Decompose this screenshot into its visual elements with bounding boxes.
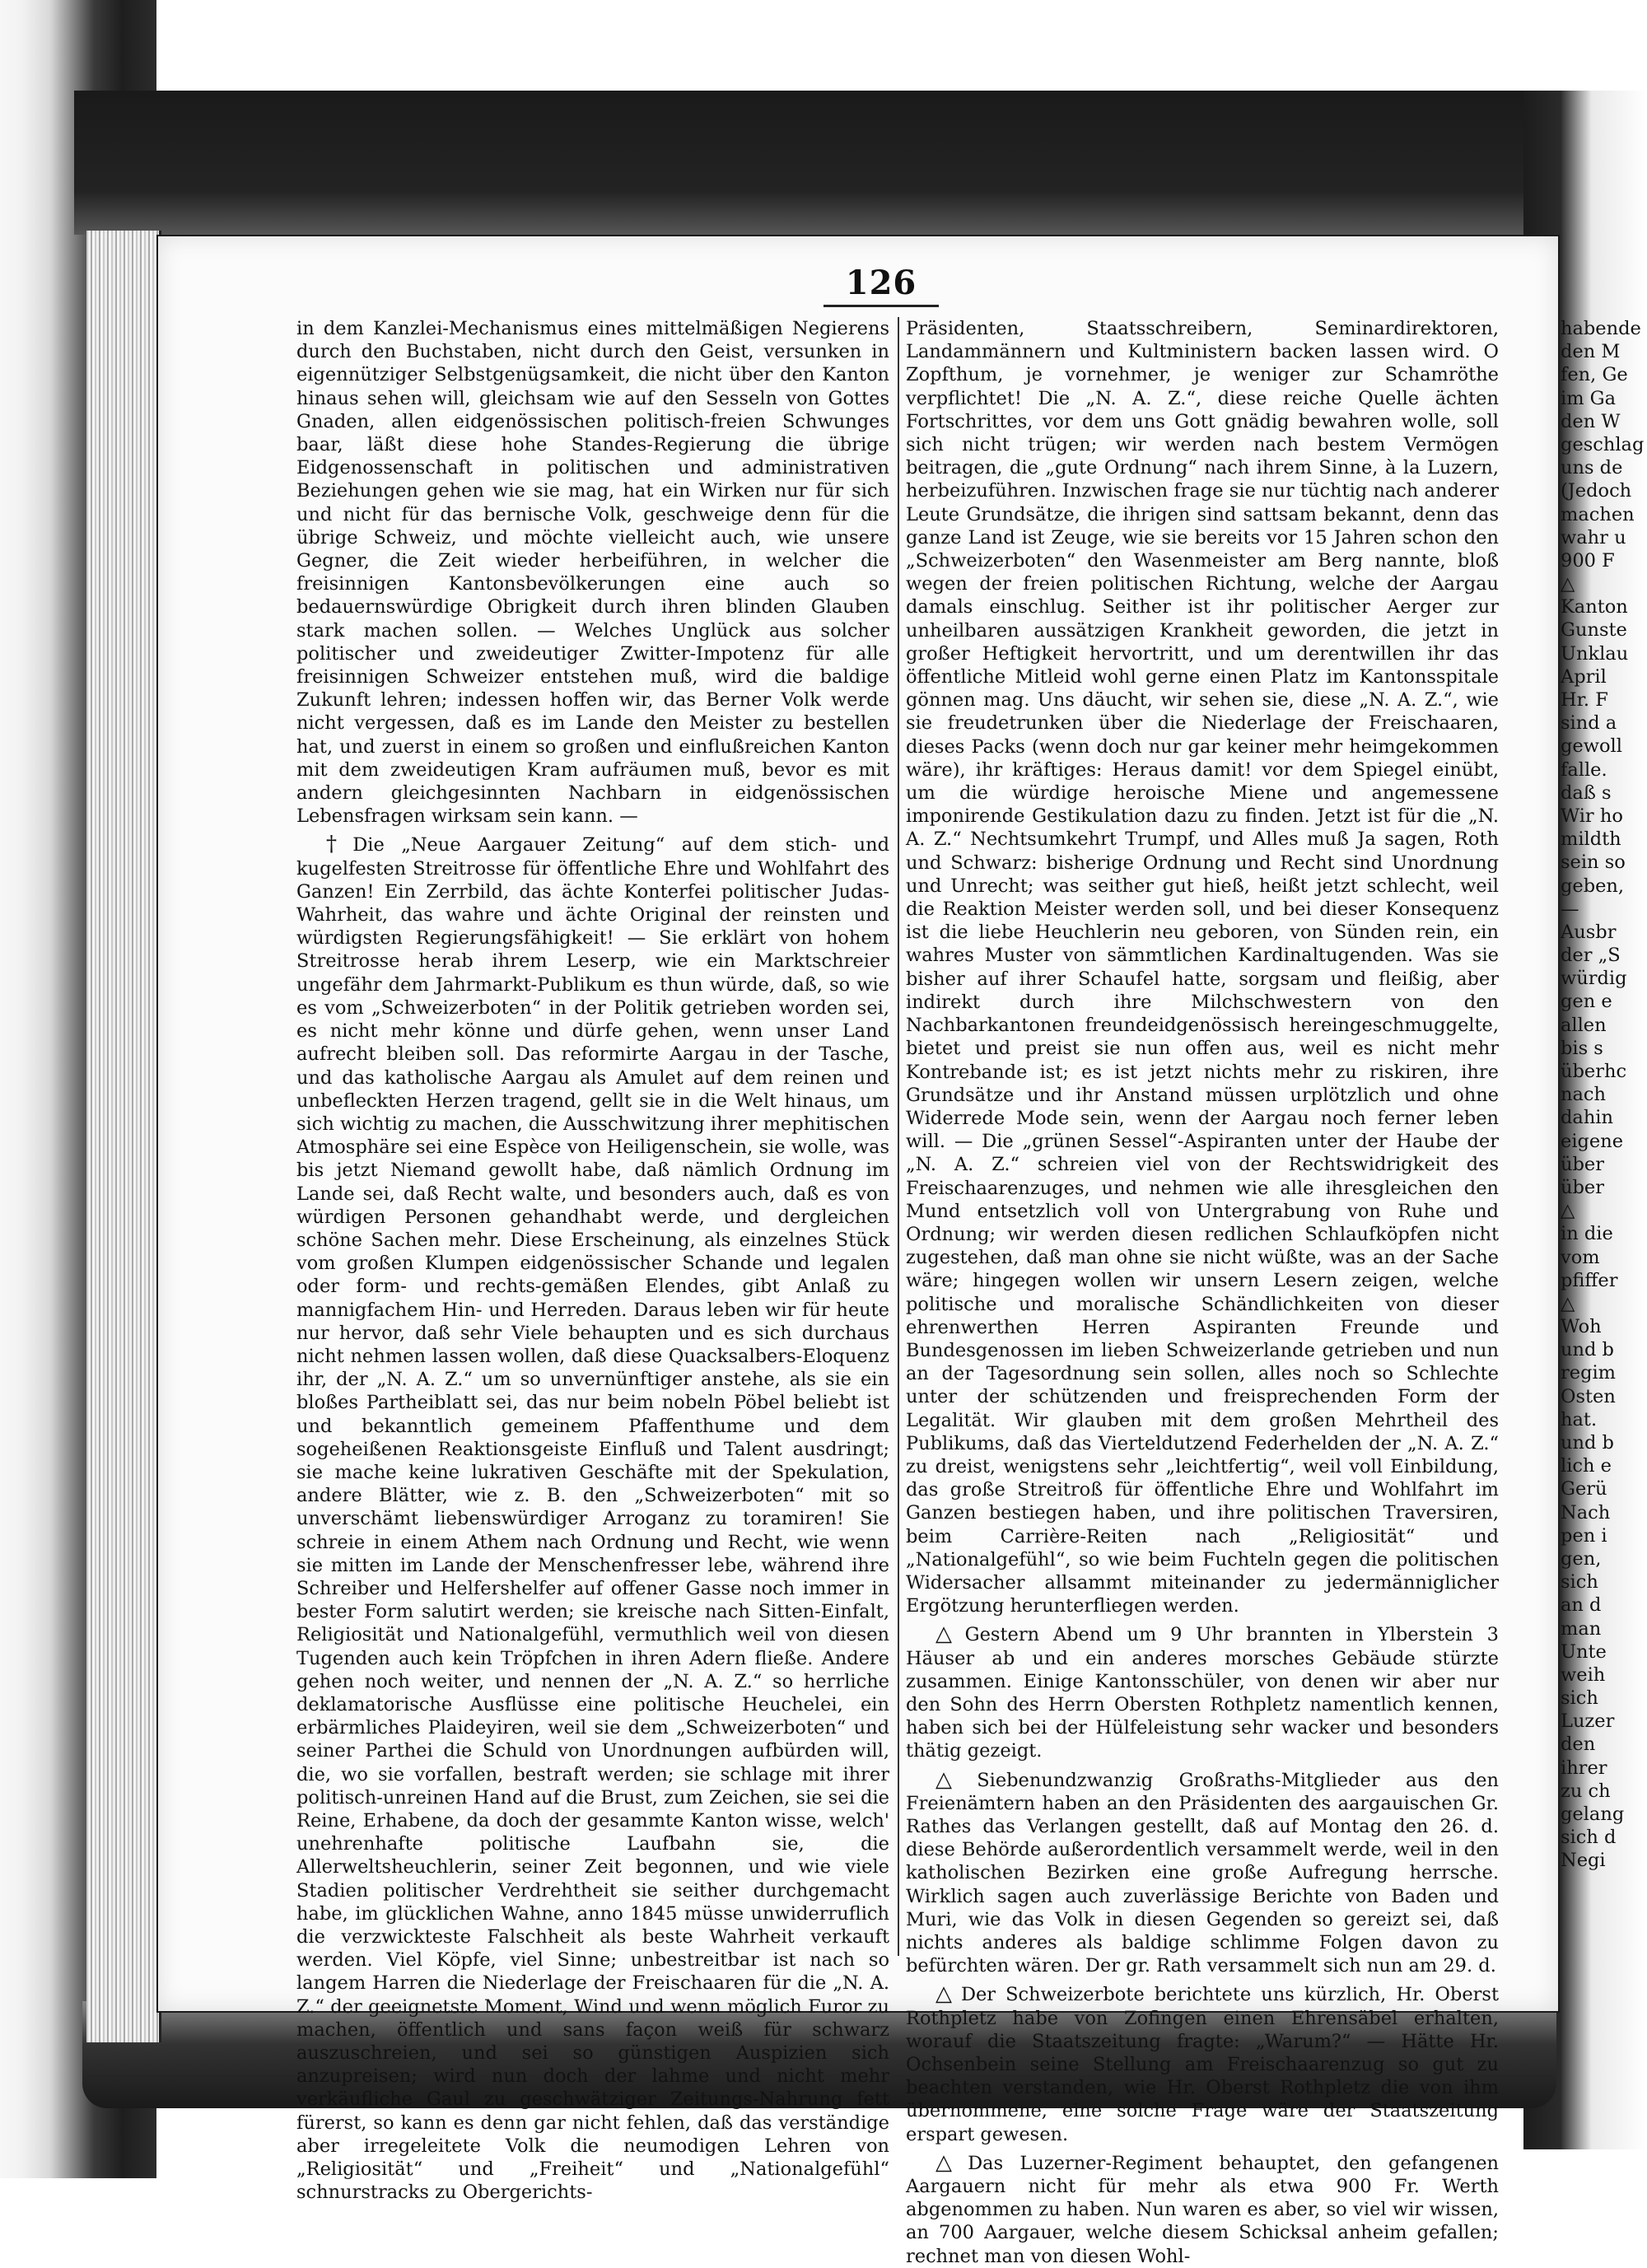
fragment-line: Unklau [1561, 642, 1629, 665]
fragment-line: sind a [1561, 712, 1617, 735]
fragment-line: eigene [1561, 1130, 1624, 1152]
fragment-line: Negi [1561, 1850, 1606, 1872]
fragment-line: machen [1561, 503, 1635, 525]
triangle-marker: △ [935, 2149, 963, 2175]
fragment-line: wahr u [1561, 526, 1626, 548]
fragment-line: daß s [1561, 782, 1612, 804]
article-paragraph: † Die „Neue Aargauer Zeitung“ auf dem stich- und kugelfesten Streitrosse für öffentliche Ehre und Wohlfahrt des Ganzen! Ein Zerrbild, das ächte Konterfei politischer Judas-Wahrheit, das wahre und ächte Original der reinsten und würdigsten Regierungsfähigkeit! — Sie erklärt von hohem Streitrosse herab ihrem Leserp, wie ein Marktschreier ungefähr dem Jahrmarkt-Publikum es thun würde, daß, so wie es vom „Schweizerboten“ in der Politik getrieben worden sei, es nicht mehr könne und dürfe gehen, wenn unser Land aufrecht bleiben soll. Das reformirte Aargau in der Tasche, und das katholische Aargau als Amulet auf dem reinen und unbefleckten Herzen tragend, gellt sie in die Welt hinaus, um sich wichtig zu machen, die Ausschwitzung ihrer mephitischen Atmosphäre sei eine Espèce von Heiligenschein, sie wolle, was bis jetzt Niemand gewollt habe, daß nämlich Ordnung im Lande sei, daß Recht walte, und besonders auch, daß es von würdigen Personen gehandhabt werde, und dergleichen schöne Sachen mehr. Diese Erscheinung, als einzelnes Stück vom großen Klumpen eidgenössischer Schande und legalen oder form- und rechts-gemäßen Elendes, gibt Anlaß zu mannigfachem Hin- und Herreden. Daraus leben wir für heute nur hervor, daß sehr Viele behaupten und es sich durchaus nicht nehmen lassen wollen, daß diese Quacksalbers-Eloquenz ihr, der „N. A. Z.“ um so unvernünftiger anstehe, als sie ein bloßes Partheiblatt sei, das nur beim nobeln Pöbel beliebt ist und bekanntlich gemeinem Pfaffenthume und dem sogeheißenen Reaktionsgeiste Einfluß und Talent ausdringt; sie mache keine lukrativen Geschäfte mit der Spekulation, andere Blätter, wie z. B. den „Schweizerboten“ mit so unverschämt liebenswürdiger Arroganz zu toramiren! Sie schreie in einem Athem nach Ordnung und Recht, wie wenn sie mitten im Lande der Menschenfresser lebe, während ihre Schreiber und Helfershelfer auf offener Gasse noch immer in bester Form salutirt werden; sie kreische nach Sitten-Einfalt, Religiosität und Nationalgefühl, vermuthlich weil von diesen Tugenden auch kein Tröpfchen in ihren Adern fließe. Andere gehen noch weiter, und nennen der „N. A. Z.“ so herrliche deklamatorische Ausflüsse eine politische Heuchelei, ein erbärmliches Plaideyiren, weil sie dem „Schweizerboten“ und seiner Parthei die Schuld von Unordnungen aufbürden will, die, wo sie vorfallen, bestraft werden; sie schlage mit ihrer politisch-unreinen Hand auf die Brust, zum Zeichen, sie sei die Reine, Erhabene, da doch der gesammte Kanton wisse, welch' unehrenhafte politische Laufbahn sie, die Allerweltsheuchlerin, seiner Zeit begonnen, und wie viele Stadien politischer Verdrehtheit sie seither durchgemacht habe, im glücklichen Wahne, anno 1845 müsse unwiderruflich die verzwickteste Falschheit als beste Wahrheit verkauft werden. Viel Köpfe, viel Sinne; unbestreitbar ist nach so langem Harren die Niederlage der Freischaaren für die „N. A. Z.“ der geeignetste Moment, Wind und wenn möglich Furor zu machen, öffentlich und sans façon weiß für schwarz auszuschreien, und sei so günstigen Auspizien sich anzupreisen; wird nun doch der lahme und nicht mehr verkäufliche Gaul zu geschwätziger Zeitungs-Nahrung fett fürerst, so kann es denn gar nicht fehlen, daß das verständige aber irregeleitete Volk die neumodigen Lehren von „Religiosität“ und „Freiheit“ und „Nationalgefühl“ schnurstracks zu Obergerichts- [296, 832, 890, 2204]
fragment-line: vom [1561, 1246, 1600, 1268]
fragment-line: gelang [1561, 1804, 1625, 1825]
fragment-line: weih [1561, 1664, 1606, 1686]
fragment-line: — [1561, 898, 1579, 920]
page-number-rule [824, 305, 939, 307]
fragment-line: April [1561, 665, 1607, 688]
book-page-edges [86, 231, 161, 2042]
fragment-line: in die [1561, 1223, 1613, 1245]
fragment-line: nach [1561, 1084, 1606, 1106]
news-item: △ Der Schweizerbote berichtete uns kürzlich, Hr. Oberst Rothpletz habe von Zofingen einen Ehrensäbel erhalten, worauf die Staatszeitung fragte: „Warum?“ — Hätte Hr. Ochsenbein seine Stellung am Freischaarenzug so gut zu beachten verstanden, wie Hr. Oberst Rothpletz die von ihm übernommene, eine solche Frage wäre der Staatszeitung erspart gewesen. [906, 1981, 1499, 2145]
fragment-line: Hr. F [1561, 689, 1608, 711]
scan-background-top [74, 91, 1622, 235]
fragment-line: sich [1561, 1571, 1598, 1594]
next-page-fragment [1561, 317, 1647, 1964]
news-item: △ Gestern Abend um 9 Uhr brannten in Ylberstein 3 Häuser ab und ein anderes morsches Gebäude stürzte zusammen. Einige Kantonsschüler, von denen wir aber nur den Sohn des Herrn Obersten Rothpletz namentlich kennen, haben sich bei der Hülfeleistung sehr wacker und besonders thätig gezeigt. [906, 1622, 1499, 1762]
fragment-line: falle. [1561, 758, 1607, 781]
fragment-line: pfiffer [1561, 1269, 1618, 1291]
fragment-line: habende [1561, 318, 1641, 339]
fragment-line: Wir ho [1561, 805, 1623, 827]
fragment-line: Nach [1561, 1501, 1611, 1524]
fragment-line: Woh [1561, 1316, 1602, 1338]
fragment-line: den W [1561, 410, 1621, 432]
fragment-line: lich e [1561, 1455, 1612, 1477]
fragment-line: Gerü [1561, 1478, 1607, 1500]
news-item: △ Siebenundzwanzig Großraths-Mitglieder aus den Freienämtern haben an den Präsidenten des aargauischen Gr. Rathes das Verlangen gestellt, daß auf Montag den 26. d. diese Behörde außerordentlich versammelt werde, weil in den katholischen Bezirken eine große Aufregung herrsche. Wirklich sagen auch zuverlässige Berichte von Baden und Muri, wie das Volk in diesen Gegenden so gereizt sei, daß nichts anderes als baldige schlimme Folgen davon zu befürchten wären. Der gr. Rath versammelt sich nun am 29. d. [906, 1766, 1499, 1977]
fragment-line: sich [1561, 1687, 1598, 1710]
fragment-line: △ [1561, 573, 1575, 595]
fragment-line: sein so [1561, 852, 1626, 874]
article-paragraph: in dem Kanzlei-Mechanismus eines mittelmäßigen Negierens durch den Buchstaben, nicht durch den Geist, versunken in eigennütziger Selbstgenügsamkeit, die nicht über den Kanton hinaus sehen will, gleichsam wie auf den Sesseln von Gottes Gnaden, allen eidgenössischen politisch-freien Schwunges baar, läßt diese hohe Standes-Regierung die übrige Eidgenossenschaft in politischen und administrativen Beziehungen gehen wie sie mag, hat ein Wirken nur für sich und nicht für das bernische Volk, geschweige denn für die übrige Schweiz, und möchte vielleicht auch, wie unsere Gegner, die Zeit wieder herbeiführen, in welcher die freisinnigen Kantonsbevölkerungen eine auch so bedauernswürdige Obrigkeit durch ihren blinden Glauben stark machen sollen. — Welches Unglück aus solcher politischer und zweideutiger Zwitter-Impotenz für alle freisinnigen Schweizer entstehen muß, wird die baldige Zukunft lehren; indessen hoffen wir, das Berner Volk werde nicht vergessen, daß es im Lande den Meister zu bestellen hat, und zuerst in einem so großen und einflußreichen Kanton mit dem zweideutigen Kram aufräumen muß, bevor es mit andern gleichgesinnten Nachbarn in eidgenössischen Lebensfragen wirksam sein kann. — [296, 318, 889, 828]
column-divider [898, 317, 899, 1956]
triangle-marker: △ [935, 1981, 956, 2007]
fragment-line: Gunste [1561, 619, 1627, 642]
fragment-line: fen, Ge [1561, 364, 1628, 386]
fragment-line: gewoll [1561, 735, 1622, 758]
fragment-line: Kanton [1561, 596, 1628, 618]
fragment-line: △ [1561, 1292, 1575, 1314]
middle-text-column [906, 317, 1500, 2267]
fragment-line: ihrer [1561, 1757, 1607, 1779]
fragment-line: über [1561, 1176, 1604, 1198]
fragment-line: den [1561, 1734, 1596, 1756]
fragment-line: und b [1561, 1339, 1614, 1361]
fragment-line: an d [1561, 1594, 1602, 1617]
fragment-line: dahin [1561, 1107, 1613, 1129]
cross-marker: † [326, 832, 348, 857]
news-item: △ Das Luzerner-Regiment behauptet, den gefangenen Aargauern nicht für mehr als etwa 900 Fr. Werth abgenommen zu haben. Nun waren es aber, so viel wir wissen, an 700 Aargauer, welche diesem Schicksal anheim gefallen; rechnet man von diesen Wohl- [906, 2149, 1500, 2267]
triangle-marker: △ [935, 1622, 960, 1647]
fragment-line: den M [1561, 341, 1621, 363]
left-text-column [296, 317, 890, 2204]
fragment-line: uns de [1561, 457, 1623, 479]
fragment-line: sich d [1561, 1827, 1617, 1849]
fragment-line: über [1561, 1153, 1604, 1175]
fragment-line: gen e [1561, 991, 1612, 1013]
fragment-line: (Jedoch [1561, 480, 1632, 502]
page-number: 126 [845, 264, 917, 302]
fragment-line: überhc [1561, 1061, 1627, 1082]
fragment-line: zu ch [1561, 1780, 1611, 1802]
fragment-line: geschlag [1561, 433, 1645, 455]
fragment-line: man [1561, 1617, 1602, 1640]
article-paragraph: Präsidenten, Staatsschreibern, Seminardirektoren, Landammännern und Kultministern backen lassen wird. O Zopfthum, je vornehmer, je weniger zur Schamröthe verpflichtet! Die „N. A. Z.“, diese reiche Quelle ächten Fortschrittes, vor dem uns Gott gnädig bewahren wolle, soll sich nicht trügen; wir werden nach bestem Vermögen beitragen, die „gute Ordnung“ nach ihrem Sinne, à la Luzern, herbeizuführen. Inzwischen frage sie nur tüchtig nach anderer Leute Grundsätze, die ihrigen sind sattsam bekannt, denn das ganze Land ist Zeuge, wie sie bereits vor 15 Jahren schon den „Schweizerboten“ den Wasenmeister am Berg nannte, bloß wegen der freien politischen Richtung, welche der Aargau damals einschlug. Seither ist ihr politischer Aerger zur unheilbaren aussätzigen Krankheit geworden, die jetzt in großer Heftigkeit hervortritt, und um derentwillen ihr das öffentliche Mitleid wohl gerne einen Platz im Kantonsspitale gönnen mag. Uns däucht, wir sehen sie, diese „N. A. Z.“, wie sie freudetrunken über die Niederlage der Freischaaren, dieses Packs (wenn doch nur gar keiner mehr heimgekommen wäre), ihr kräftiges: Heraus damit! vor dem Spiegel einübt, um die würdige heroische Miene und angemessene imponirende Gestikulation dazu zu finden. Jetzt ist für die „N. A. Z.“ Nechtsumkehrt Trumpf, und Alles muß Ja sagen, Roth und Schwarz: bisherige Ordnung und Recht sind Unordnung und Unrecht; was seither gut hieß, heißt jetzt schlecht, weil die Reaktion Meister werden soll, und bei dieser Konsequenz ist die liebe Heuchlerin neu geboren, von Sünden rein, ein wahres Muster von sämmtlichen Kardinaltugenden. Was sie bisher auf ihrer Schaufel hatte, sorgsam und fleißig, aber indirekt durch ihre Milchschwestern von den Nachbarkantonen freundeidgenössisch hereingeschmuggelte, bietet und preist sie nun offen aus, weil es nicht mehr Kontrebande ist; es ist jetzt nichts mehr zu riskiren, ihre Grundsätze und ihr Anstand müssen urplötzlich und ohne Widerrede Mode sein, wenn der Aargau noch ferner leben will. — Die „grünen Sessel“-Aspiranten unter der Haube der „N. A. Z.“ schreien viel von der Rechtswidrigkeit des Freischaarenzuges, und nehmen wie alle ihresgleichen den Mund entsetzlich voll von Untergrabung von Ruhe und Ordnung; wir werden diesen redlichen Schlaufköpfen nicht zugestehen, daß man ohne sie nicht wüßte, was an der Sache wäre; hingegen wollen wir unsern Lesern zeigen, welche politische und moralische Schändlichkeiten von dieser ehrenwerthen Herren Aspiranten Freunde und Bundesgenossen im lieben Schweizerlande getrieben und nun an der Tagesordnung sein sollen, alles noch so Schlechte unter der schützenden und freisprechenden Form der Legalität. Wir glauben mit dem großen Mehrtheil des Publikums, daß das Vierteldutzend Federhelden der „N. A. Z.“ zu dreist, wenigstens sehr „leichtfertig“, weil voll Einbildung, das große Streitroß für öffentliche Ehre und Wohlfahrt im Ganzen bestiegen haben, und ihre politischen Traversiren, beim Carrière-Reiten nach „Religiosität“ und „Nationalgefühl“, so wie beim Fuchteln gegen die politischen Widersacher allsammt miteinander zu jedermänniglicher Ergötzung herunterfliegen werden. [906, 318, 1499, 1617]
fragment-line: würdig [1561, 968, 1627, 990]
fragment-line: Ausbr [1561, 921, 1617, 943]
fragment-line: pen i [1561, 1524, 1607, 1547]
fragment-line: △ [1561, 1200, 1575, 1222]
fragment-line: im Ga [1561, 387, 1617, 409]
fragment-line: hat. [1561, 1408, 1598, 1430]
fragment-line: Luzer [1561, 1710, 1615, 1733]
fragment-line: und b [1561, 1432, 1614, 1454]
fragment-line: Unte [1561, 1640, 1607, 1663]
fragment-line: 900 F [1561, 549, 1615, 572]
triangle-marker: △ [935, 1766, 973, 1792]
fragment-line: mildth [1561, 828, 1621, 851]
fragment-line: regim [1561, 1362, 1617, 1384]
fragment-line: gen, [1561, 1547, 1602, 1570]
fragment-line: der „S [1561, 945, 1621, 967]
fragment-line: bis s [1561, 1037, 1603, 1059]
fragment-line: geben, [1561, 875, 1625, 897]
fragment-line: Osten [1561, 1385, 1616, 1407]
fragment-line: allen [1561, 1014, 1607, 1036]
